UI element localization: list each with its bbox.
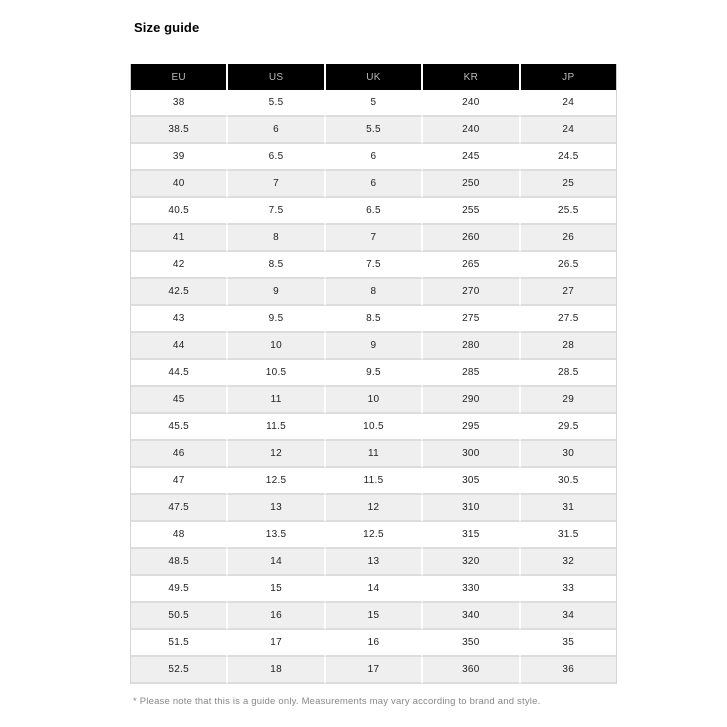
size-cell-kr: 265: [422, 252, 519, 279]
size-cell-kr: 270: [422, 279, 519, 306]
size-cell-kr: 305: [422, 468, 519, 495]
column-header-eu: EU: [130, 64, 227, 90]
size-cell-jp: 33: [520, 576, 617, 603]
column-header-kr: KR: [422, 64, 519, 90]
size-cell-kr: 330: [422, 576, 519, 603]
size-cell-jp: 25: [520, 171, 617, 198]
size-cell-eu: 45.5: [130, 414, 227, 441]
size-cell-us: 9.5: [227, 306, 324, 333]
table-row: [130, 576, 617, 603]
size-cell-us: 13: [227, 495, 324, 522]
table-row: [130, 360, 617, 387]
size-cell-uk: 11: [325, 441, 422, 468]
size-cell-kr: 255: [422, 198, 519, 225]
size-cell-jp: 26.5: [520, 252, 617, 279]
size-cell-eu: 42.5: [130, 279, 227, 306]
size-cell-eu: 52.5: [130, 657, 227, 684]
size-cell-kr: 240: [422, 117, 519, 144]
size-cell-kr: 240: [422, 90, 519, 117]
size-cell-eu: 39: [130, 144, 227, 171]
size-cell-kr: 290: [422, 387, 519, 414]
size-cell-jp: 29.5: [520, 414, 617, 441]
table-row: [130, 198, 617, 225]
size-cell-us: 17: [227, 630, 324, 657]
size-cell-eu: 38.5: [130, 117, 227, 144]
column-header-uk: UK: [325, 64, 422, 90]
table-row: [130, 549, 617, 576]
size-cell-eu: 47: [130, 468, 227, 495]
column-header-us: US: [227, 64, 324, 90]
size-cell-us: 7: [227, 171, 324, 198]
size-cell-kr: 245: [422, 144, 519, 171]
size-cell-eu: 45: [130, 387, 227, 414]
table-row: [130, 441, 617, 468]
size-cell-uk: 6.5: [325, 198, 422, 225]
size-cell-us: 15: [227, 576, 324, 603]
size-cell-uk: 5.5: [325, 117, 422, 144]
size-cell-kr: 340: [422, 603, 519, 630]
size-cell-eu: 38: [130, 90, 227, 117]
size-cell-jp: 28: [520, 333, 617, 360]
table-row: [130, 657, 617, 684]
size-cell-eu: 51.5: [130, 630, 227, 657]
table-row: [130, 306, 617, 333]
size-cell-eu: 41: [130, 225, 227, 252]
size-cell-uk: 16: [325, 630, 422, 657]
size-cell-kr: 315: [422, 522, 519, 549]
table-row: [130, 630, 617, 657]
size-cell-uk: 7.5: [325, 252, 422, 279]
size-cell-uk: 6: [325, 144, 422, 171]
size-cell-jp: 34: [520, 603, 617, 630]
size-cell-us: 10: [227, 333, 324, 360]
size-cell-us: 6.5: [227, 144, 324, 171]
table-row: [130, 279, 617, 306]
size-cell-kr: 310: [422, 495, 519, 522]
table-row: [130, 333, 617, 360]
size-cell-us: 7.5: [227, 198, 324, 225]
size-cell-us: 8.5: [227, 252, 324, 279]
size-cell-uk: 8: [325, 279, 422, 306]
size-cell-jp: 35: [520, 630, 617, 657]
size-cell-kr: 280: [422, 333, 519, 360]
size-cell-jp: 25.5: [520, 198, 617, 225]
size-cell-us: 12: [227, 441, 324, 468]
size-cell-eu: 42: [130, 252, 227, 279]
size-cell-kr: 320: [422, 549, 519, 576]
size-cell-eu: 49.5: [130, 576, 227, 603]
size-cell-jp: 30: [520, 441, 617, 468]
size-cell-uk: 17: [325, 657, 422, 684]
column-header-jp: JP: [520, 64, 617, 90]
table-row: [130, 468, 617, 495]
table-row: [130, 252, 617, 279]
table-header: [130, 64, 617, 90]
size-cell-eu: 44.5: [130, 360, 227, 387]
table-row: [130, 387, 617, 414]
size-cell-eu: 40.5: [130, 198, 227, 225]
size-cell-jp: 31: [520, 495, 617, 522]
size-cell-us: 18: [227, 657, 324, 684]
size-cell-kr: 285: [422, 360, 519, 387]
size-cell-kr: 295: [422, 414, 519, 441]
table-row: [130, 90, 617, 117]
size-cell-kr: 250: [422, 171, 519, 198]
size-cell-jp: 24.5: [520, 144, 617, 171]
size-cell-eu: 50.5: [130, 603, 227, 630]
size-cell-uk: 15: [325, 603, 422, 630]
table-row: [130, 495, 617, 522]
size-cell-kr: 300: [422, 441, 519, 468]
table-row: [130, 144, 617, 171]
size-cell-uk: 12: [325, 495, 422, 522]
size-cell-uk: 10.5: [325, 414, 422, 441]
size-cell-us: 16: [227, 603, 324, 630]
size-table: [130, 64, 617, 684]
size-cell-uk: 8.5: [325, 306, 422, 333]
size-cell-us: 6: [227, 117, 324, 144]
size-cell-us: 12.5: [227, 468, 324, 495]
size-cell-eu: 48: [130, 522, 227, 549]
size-cell-jp: 29: [520, 387, 617, 414]
size-cell-uk: 11.5: [325, 468, 422, 495]
size-cell-kr: 360: [422, 657, 519, 684]
size-cell-us: 9: [227, 279, 324, 306]
size-cell-uk: 9.5: [325, 360, 422, 387]
size-cell-jp: 28.5: [520, 360, 617, 387]
size-cell-kr: 350: [422, 630, 519, 657]
table-body: [130, 90, 617, 684]
size-cell-uk: 14: [325, 576, 422, 603]
table-row: [130, 117, 617, 144]
size-cell-jp: 24: [520, 117, 617, 144]
size-cell-jp: 24: [520, 90, 617, 117]
size-cell-us: 13.5: [227, 522, 324, 549]
size-cell-jp: 27: [520, 279, 617, 306]
table-header-row: [130, 64, 617, 90]
table-row: [130, 414, 617, 441]
size-cell-eu: 43: [130, 306, 227, 333]
table-row: [130, 603, 617, 630]
size-cell-uk: 12.5: [325, 522, 422, 549]
size-cell-us: 11.5: [227, 414, 324, 441]
size-cell-kr: 275: [422, 306, 519, 333]
size-cell-eu: 46: [130, 441, 227, 468]
size-cell-jp: 32: [520, 549, 617, 576]
size-cell-uk: 10: [325, 387, 422, 414]
size-cell-us: 5.5: [227, 90, 324, 117]
size-cell-eu: 40: [130, 171, 227, 198]
size-cell-eu: 48.5: [130, 549, 227, 576]
table-row: [130, 522, 617, 549]
size-cell-jp: 30.5: [520, 468, 617, 495]
size-cell-uk: 13: [325, 549, 422, 576]
size-cell-us: 8: [227, 225, 324, 252]
page-title: Size guide: [134, 20, 200, 35]
size-cell-jp: 27.5: [520, 306, 617, 333]
size-cell-uk: 6: [325, 171, 422, 198]
size-cell-eu: 47.5: [130, 495, 227, 522]
size-cell-us: 11: [227, 387, 324, 414]
size-cell-jp: 31.5: [520, 522, 617, 549]
table-row: [130, 171, 617, 198]
size-cell-us: 14: [227, 549, 324, 576]
size-cell-jp: 26: [520, 225, 617, 252]
size-cell-us: 10.5: [227, 360, 324, 387]
size-cell-uk: 9: [325, 333, 422, 360]
size-cell-jp: 36: [520, 657, 617, 684]
size-cell-uk: 5: [325, 90, 422, 117]
size-cell-kr: 260: [422, 225, 519, 252]
size-cell-eu: 44: [130, 333, 227, 360]
table-row: [130, 225, 617, 252]
size-cell-uk: 7: [325, 225, 422, 252]
disclaimer-note: * Please note that this is a guide only. Measurements may vary according to brand and style.: [133, 696, 541, 707]
